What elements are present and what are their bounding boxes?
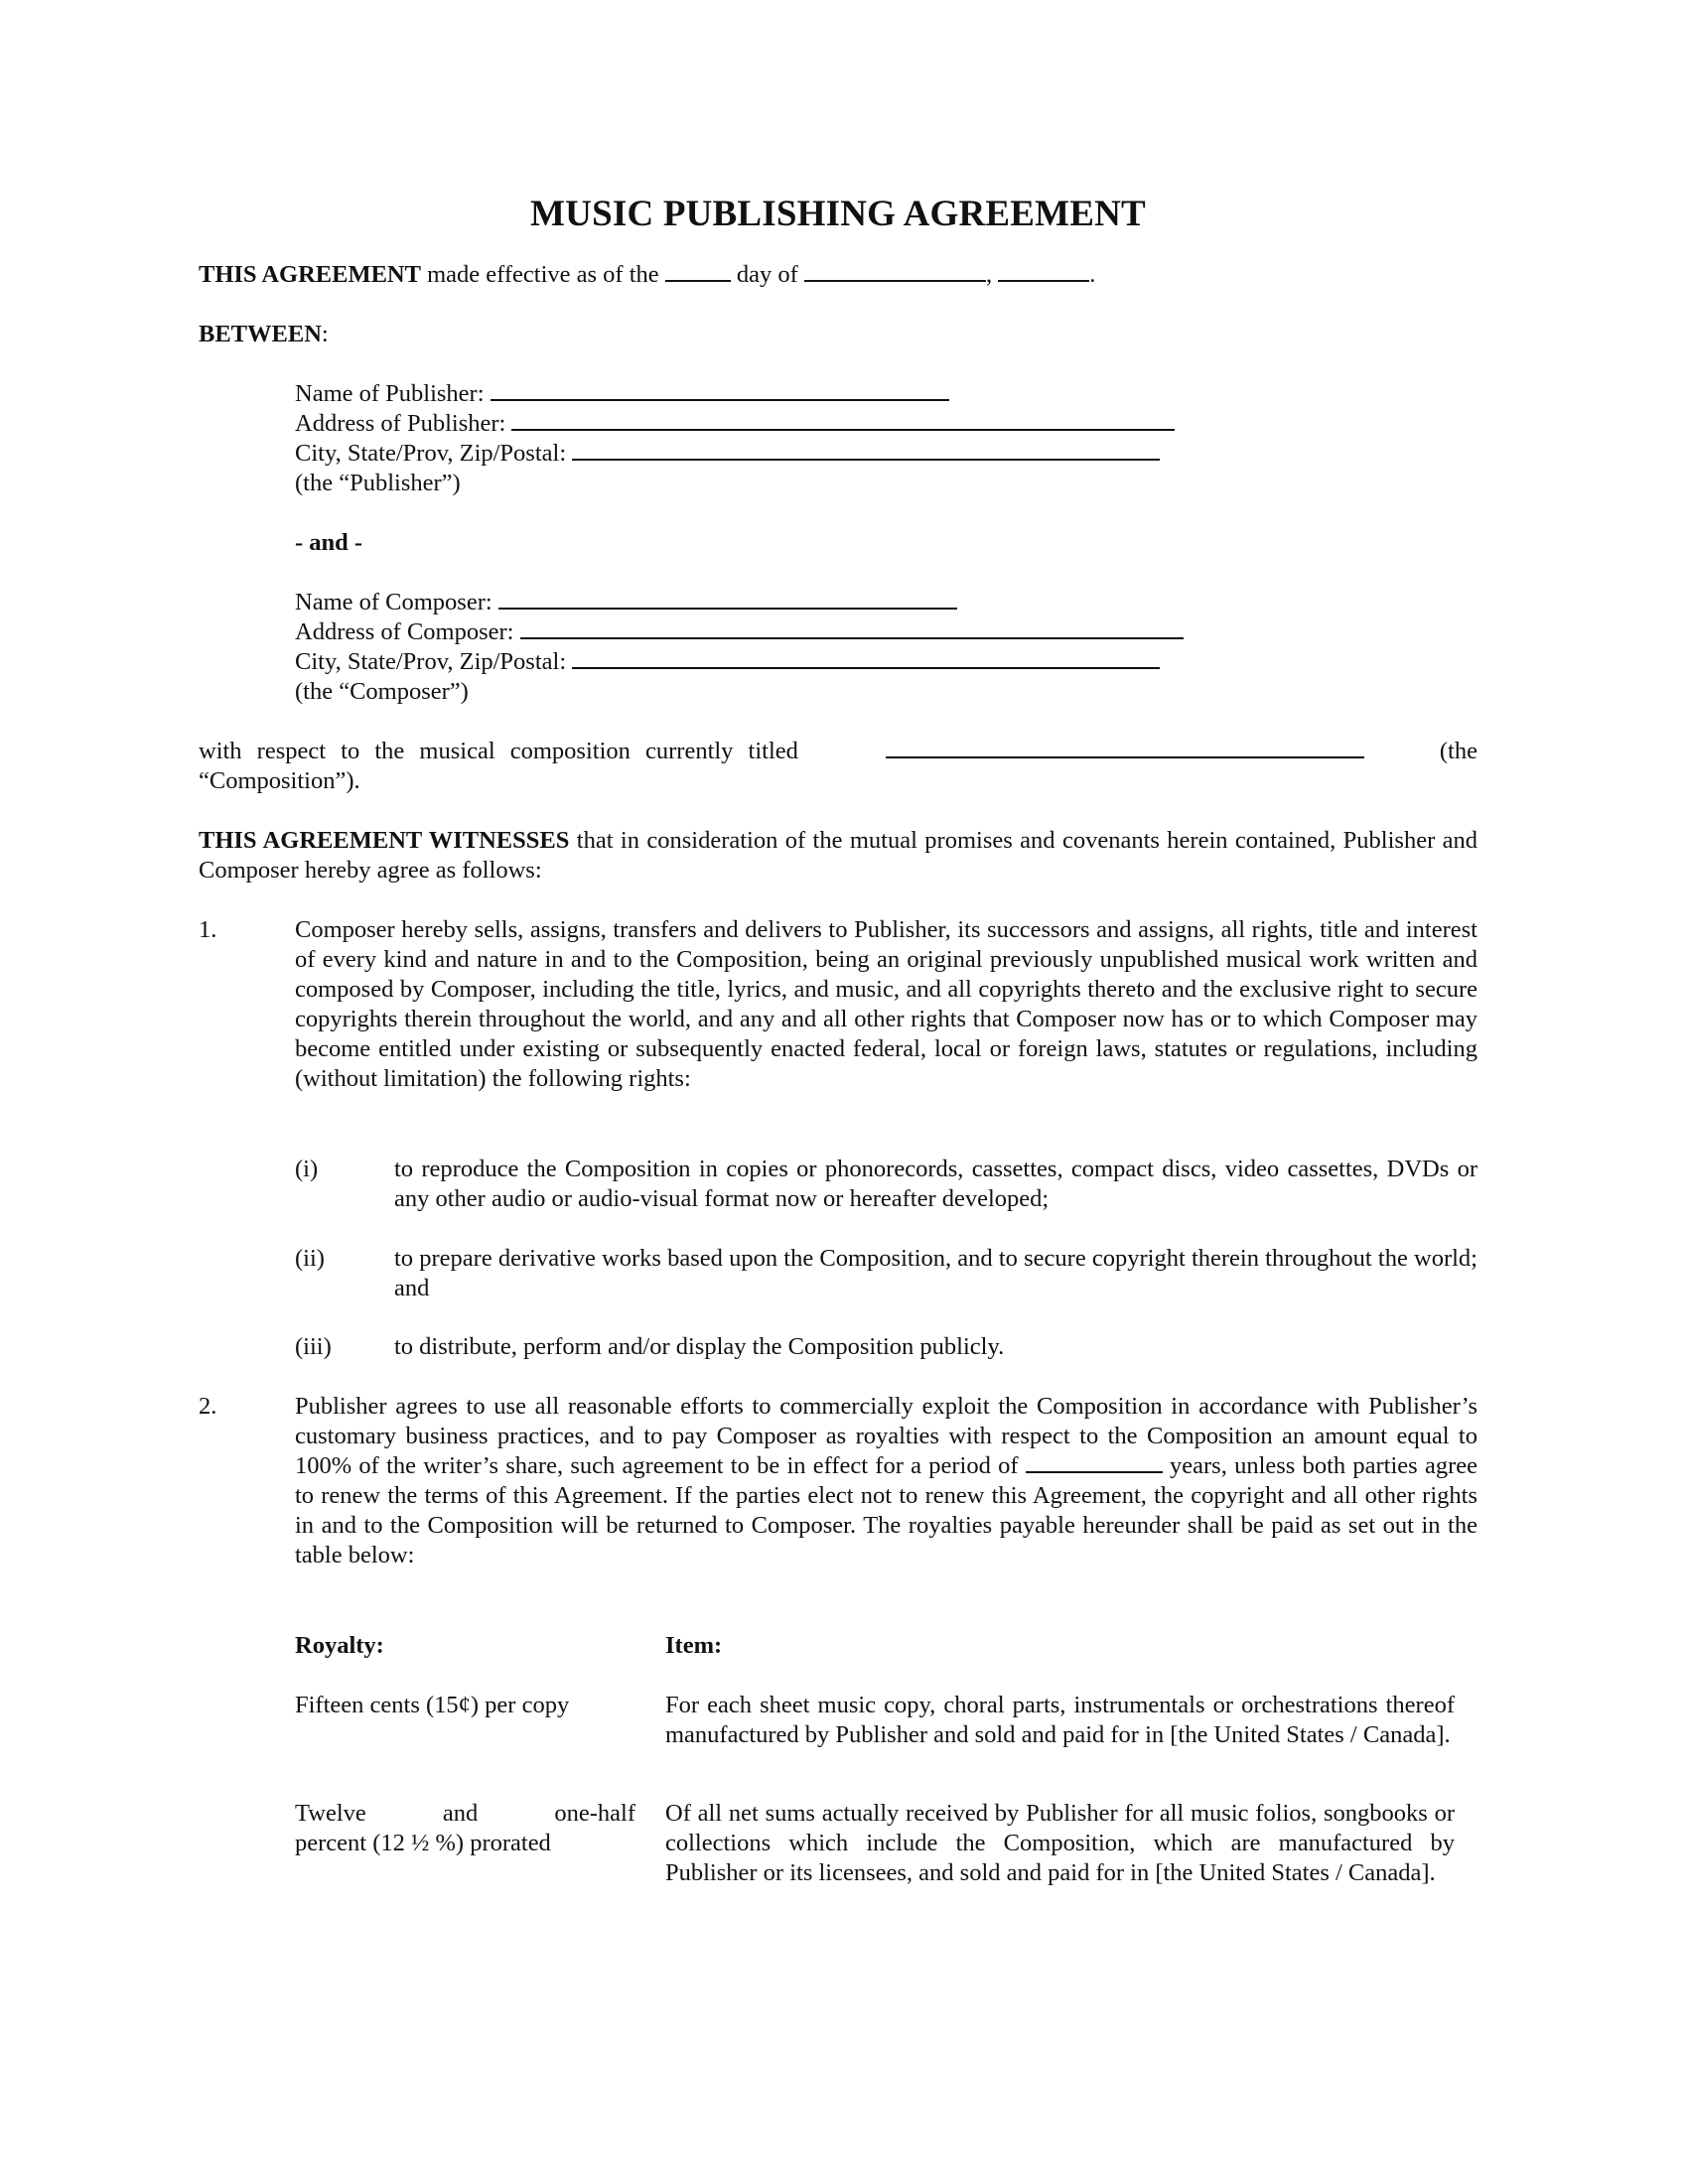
subitem-i-text: to reproduce the Composition in copies or phonorecords, cassettes, compact discs, video cassettes, DVDs or any other audio or audio-visual format now or hereafter developed;	[394, 1156, 1477, 1212]
effective-date-line: THIS AGREEMENT made effective as of the day of , .	[199, 261, 1096, 288]
publisher-name-blank[interactable]	[491, 379, 949, 401]
year-blank[interactable]	[998, 260, 1089, 282]
subitem-i-label: (i)	[295, 1156, 319, 1182]
composition-defined-as: “Composition”).	[199, 767, 360, 794]
term-years-blank[interactable]	[1026, 1451, 1163, 1473]
witnesses-paragraph: THIS AGREEMENT WITNESSES that in consideration of the mutual promises and covenants herein contained, Publisher and Composer hereby agree as follows:	[199, 827, 1477, 884]
composition-title-line: with respect to the musical composition currently titled (the	[199, 738, 1477, 764]
month-blank[interactable]	[804, 260, 986, 282]
composer-city-blank[interactable]	[572, 647, 1160, 669]
subitem-ii-label: (ii)	[295, 1245, 325, 1272]
composer-address-blank[interactable]	[520, 617, 1184, 639]
publisher-address-field: Address of Publisher:	[295, 409, 1175, 439]
composer-name-field: Name of Composer:	[295, 588, 957, 617]
clause-1-number: 1.	[199, 916, 217, 943]
subitem-iii-label: (iii)	[295, 1333, 332, 1360]
composer-address-field: Address of Composer:	[295, 617, 1184, 647]
composition-title-blank[interactable]	[886, 737, 1364, 758]
document-title: MUSIC PUBLISHING AGREEMENT	[530, 194, 1146, 234]
publisher-name-field: Name of Publisher:	[295, 379, 949, 409]
composer-name-blank[interactable]	[498, 588, 957, 610]
subitem-ii-text: to prepare derivative works based upon the Composition, and to secure copyright therein throughout the world; and	[394, 1245, 1477, 1301]
composer-city-field: City, State/Prov, Zip/Postal:	[295, 647, 1160, 677]
clause-2-number: 2.	[199, 1393, 217, 1420]
clause-1-text: Composer hereby sells, assigns, transfers and delivers to Publisher, its successors and assigns, all rights, title and interest of every kind and nature in and to the Composition, being an original previously unpublished musical work written and composed by Composer, including the title, lyrics, and music, and all copyrights thereto and the exclusive right to secure copyrights therein throughout the world, and any and all other rights that Composer now has or to which Composer may become entitled under existing or subsequently enacted federal, local or foreign laws, statutes or regulations, including (without limitation) the following rights:	[295, 916, 1477, 1092]
royalty-cell: Fifteen cents (15¢) per copy	[295, 1692, 570, 1718]
composer-defined-as: (the “Composer”)	[295, 678, 469, 705]
table-header-item: Item:	[665, 1632, 723, 1659]
and-separator: - and -	[295, 529, 363, 556]
publisher-city-blank[interactable]	[572, 439, 1160, 461]
item-cell: Of all net sums actually received by Publisher for all music folios, songbooks or collections which include the Composition, which are manufactured by Publisher or its licensees, and sold and paid for in [the United States / Canada].	[665, 1800, 1455, 1886]
day-blank[interactable]	[665, 260, 731, 282]
between-heading: BETWEEN:	[199, 321, 329, 347]
royalty-cell-line-2: percent (12 ½ %) prorated	[295, 1830, 551, 1856]
effective-lead: THIS AGREEMENT	[199, 261, 421, 288]
publisher-defined-as: (the “Publisher”)	[295, 470, 461, 496]
table-header-royalty: Royalty:	[295, 1632, 384, 1659]
clause-2-text: Publisher agrees to use all reasonable efforts to commercially exploit the Composition in accordance with Publisher’s customary business practices, and to pay Composer as royalties with respect to the Composition an amount equal to 100% of the writer’s share, such agreement to be in effect for a period of years, unless both parties agree to renew the terms of this Agreement. If the parties elect not to renew this Agreement, the copyright and all other rights in and to the Composition will be returned to Composer. The royalties payable hereunder shall be paid as set out in the table below:	[295, 1393, 1477, 1569]
item-cell: For each sheet music copy, choral parts, instrumentals or orchestrations thereof manufactured by Publisher and sold and paid for in [the United States / Canada].	[665, 1692, 1455, 1748]
subitem-iii-text: to distribute, perform and/or display the Composition publicly.	[394, 1333, 1005, 1360]
publisher-city-field: City, State/Prov, Zip/Postal:	[295, 439, 1160, 469]
royalty-cell-line-1: Twelve and one-half	[295, 1800, 635, 1827]
publisher-address-blank[interactable]	[511, 409, 1175, 431]
